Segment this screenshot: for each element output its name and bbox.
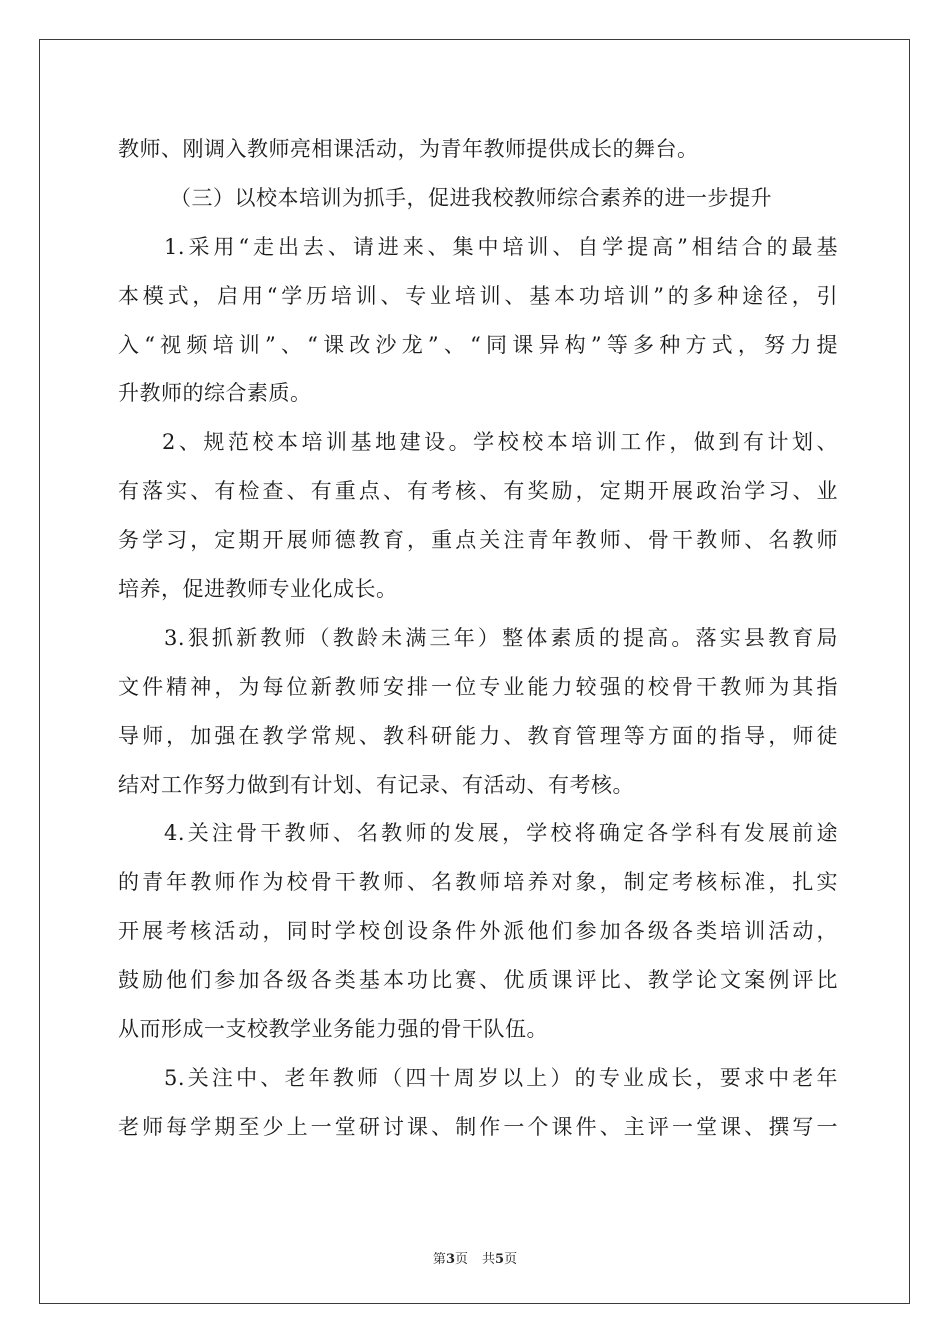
text-line: 入“视频培训”、“课改沙龙”、“同课异构”等多种方式，努力提 <box>118 332 838 357</box>
text-line: 1.采用“走出去、请进来、集中培训、自学提高”相结合的最基 <box>164 234 838 259</box>
text-line: 3.狠抓新教师（教龄未满三年）整体素质的提高。落实县教育局 <box>164 625 838 650</box>
text-line: 文件精神，为每位新教师安排一位专业能力较强的校骨干教师为其指 <box>118 674 838 699</box>
total-suffix: 页 <box>504 1252 518 1267</box>
text-line: 从而形成一支校教学业务能力强的骨干队伍。 <box>118 1017 548 1042</box>
text-line: 导师，加强在教学常规、教科研能力、教育管理等方面的指导，师徒 <box>118 723 838 748</box>
text-line: 2、规范校本培训基地建设。学校校本培训工作，做到有计划、 <box>162 430 838 455</box>
text-line: 教师、刚调入教师亮相课活动，为青年教师提供成长的舞台。 <box>118 137 699 161</box>
total-prefix: 共 <box>482 1252 496 1267</box>
text-line: 老师每学期至少上一堂研讨课、制作一个课件、主评一堂课、撰写一 <box>118 1114 838 1139</box>
page-suffix: 页 <box>454 1252 468 1267</box>
text-line: 务学习，定期开展师德教育，重点关注青年教师、骨干教师、名教师 <box>118 528 838 553</box>
text-line: 4.关注骨干教师、名教师的发展，学校将确定各学科有发展前途 <box>164 821 838 846</box>
text-line: 本模式，启用“学历培训、专业培训、基本功培训”的多种途径，引 <box>118 283 838 308</box>
text-line: 培养，促进教师专业化成长。 <box>118 577 398 602</box>
text-line: 结对工作努力做到有计划、有记录、有活动、有考核。 <box>118 772 634 797</box>
text-line: 的青年教师作为校骨干教师、名教师培养对象，制定考核标准，扎实 <box>118 870 838 895</box>
current-page-number: 3 <box>445 1252 455 1267</box>
section-heading: （三）以校本培训为抓手，促进我校教师综合素养的进一步提升 <box>170 185 772 210</box>
text-line: 有落实、有检查、有重点、有考核、有奖励，定期开展政治学习、业 <box>118 479 838 504</box>
text-line: 升教师的综合素质。 <box>118 381 312 406</box>
text-line: 开展考核活动，同时学校创设条件外派他们参加各级各类培训活动， <box>118 919 838 944</box>
document-body <box>118 125 838 1152</box>
text-line: 5.关注中、老年教师（四十周岁以上）的专业成长，要求中老年 <box>164 1065 838 1090</box>
page-footer <box>0 1248 950 1267</box>
page-prefix: 第 <box>432 1252 446 1267</box>
text-line: 鼓励他们参加各级各类基本功比赛、优质课评比、教学论文案例评比 <box>118 968 838 993</box>
total-pages-number: 5 <box>495 1252 505 1267</box>
